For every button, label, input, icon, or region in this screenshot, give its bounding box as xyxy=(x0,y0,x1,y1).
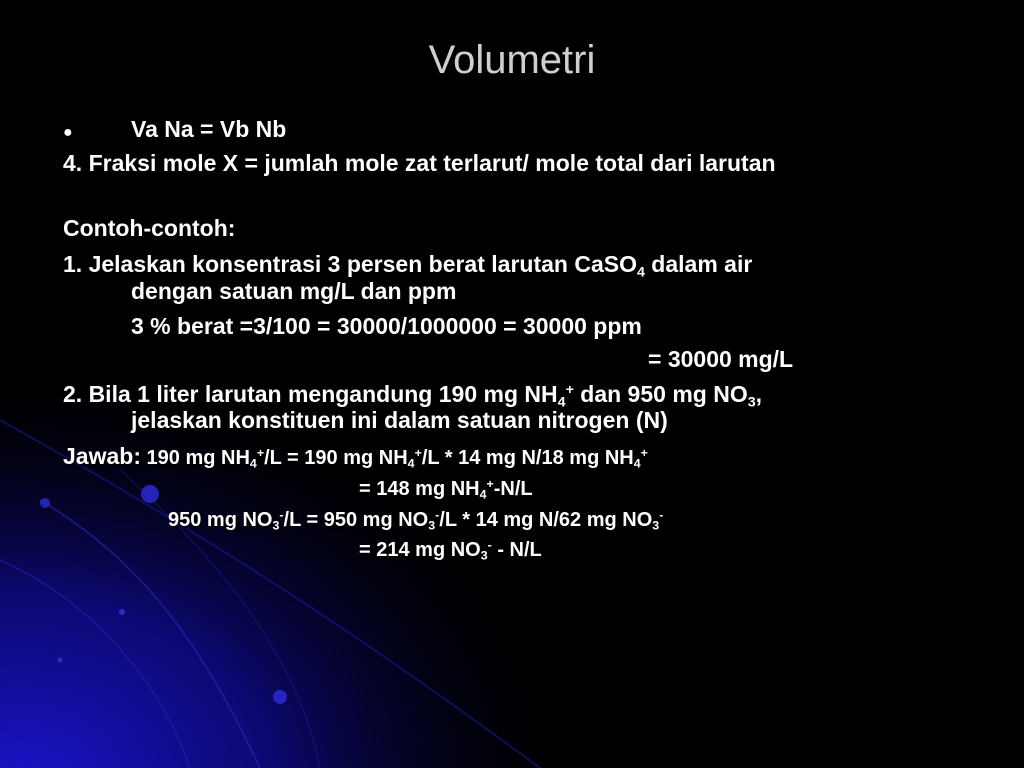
answer-row-4: = 214 mg $NO_3^- - N/L$ xyxy=(359,538,542,563)
example-1-calc-1: 3 % berat =3/100 = 30000/1000000 = 30000 ppm xyxy=(131,313,642,339)
bullet-text: Va Na = Vb Nb xyxy=(131,116,287,142)
examples-heading: Contoh-contoh: xyxy=(63,215,236,241)
example-1-line-2: dengan satuan mg/L dan ppm xyxy=(131,278,457,304)
example-2-line-1: 2. Bila 1 liter larutan mengandung 190 mg $NH_4^+$ dan 950 mg $NO_3$, xyxy=(63,381,763,411)
answer-label: Jawab: xyxy=(63,443,141,469)
bullet-icon: ● xyxy=(63,124,73,141)
answer-row-1: Jawab: 190 mg $NH_4^+/L = 190$ mg $NH_4^+/L * 14$ mg N/18 mg $NH_4^+$ xyxy=(63,443,648,471)
item-4-text: 4. Fraksi mole X = jumlah mole zat terlarut/ mole total dari larutan xyxy=(63,150,776,176)
example-1-calc-2: = 30000 mg/L xyxy=(648,346,794,372)
answer-row-2: = 148 mg $NH_4^+-N/L$ xyxy=(359,477,533,502)
example-1-line-1: 1. Jelaskan konsentrasi 3 persen berat larutan CaSO$_4$ dalam air xyxy=(63,251,753,281)
answer-row-3: 950 mg $NO_3^-/L = 950$ mg $NO_3^-/L * 14$ mg N/62 mg $NO_3^-$ xyxy=(168,508,664,533)
example-2-line-2: jelaskan konstituen ini dalam satuan nitrogen (N) xyxy=(131,407,668,433)
slide-title: Volumetri xyxy=(428,38,596,82)
